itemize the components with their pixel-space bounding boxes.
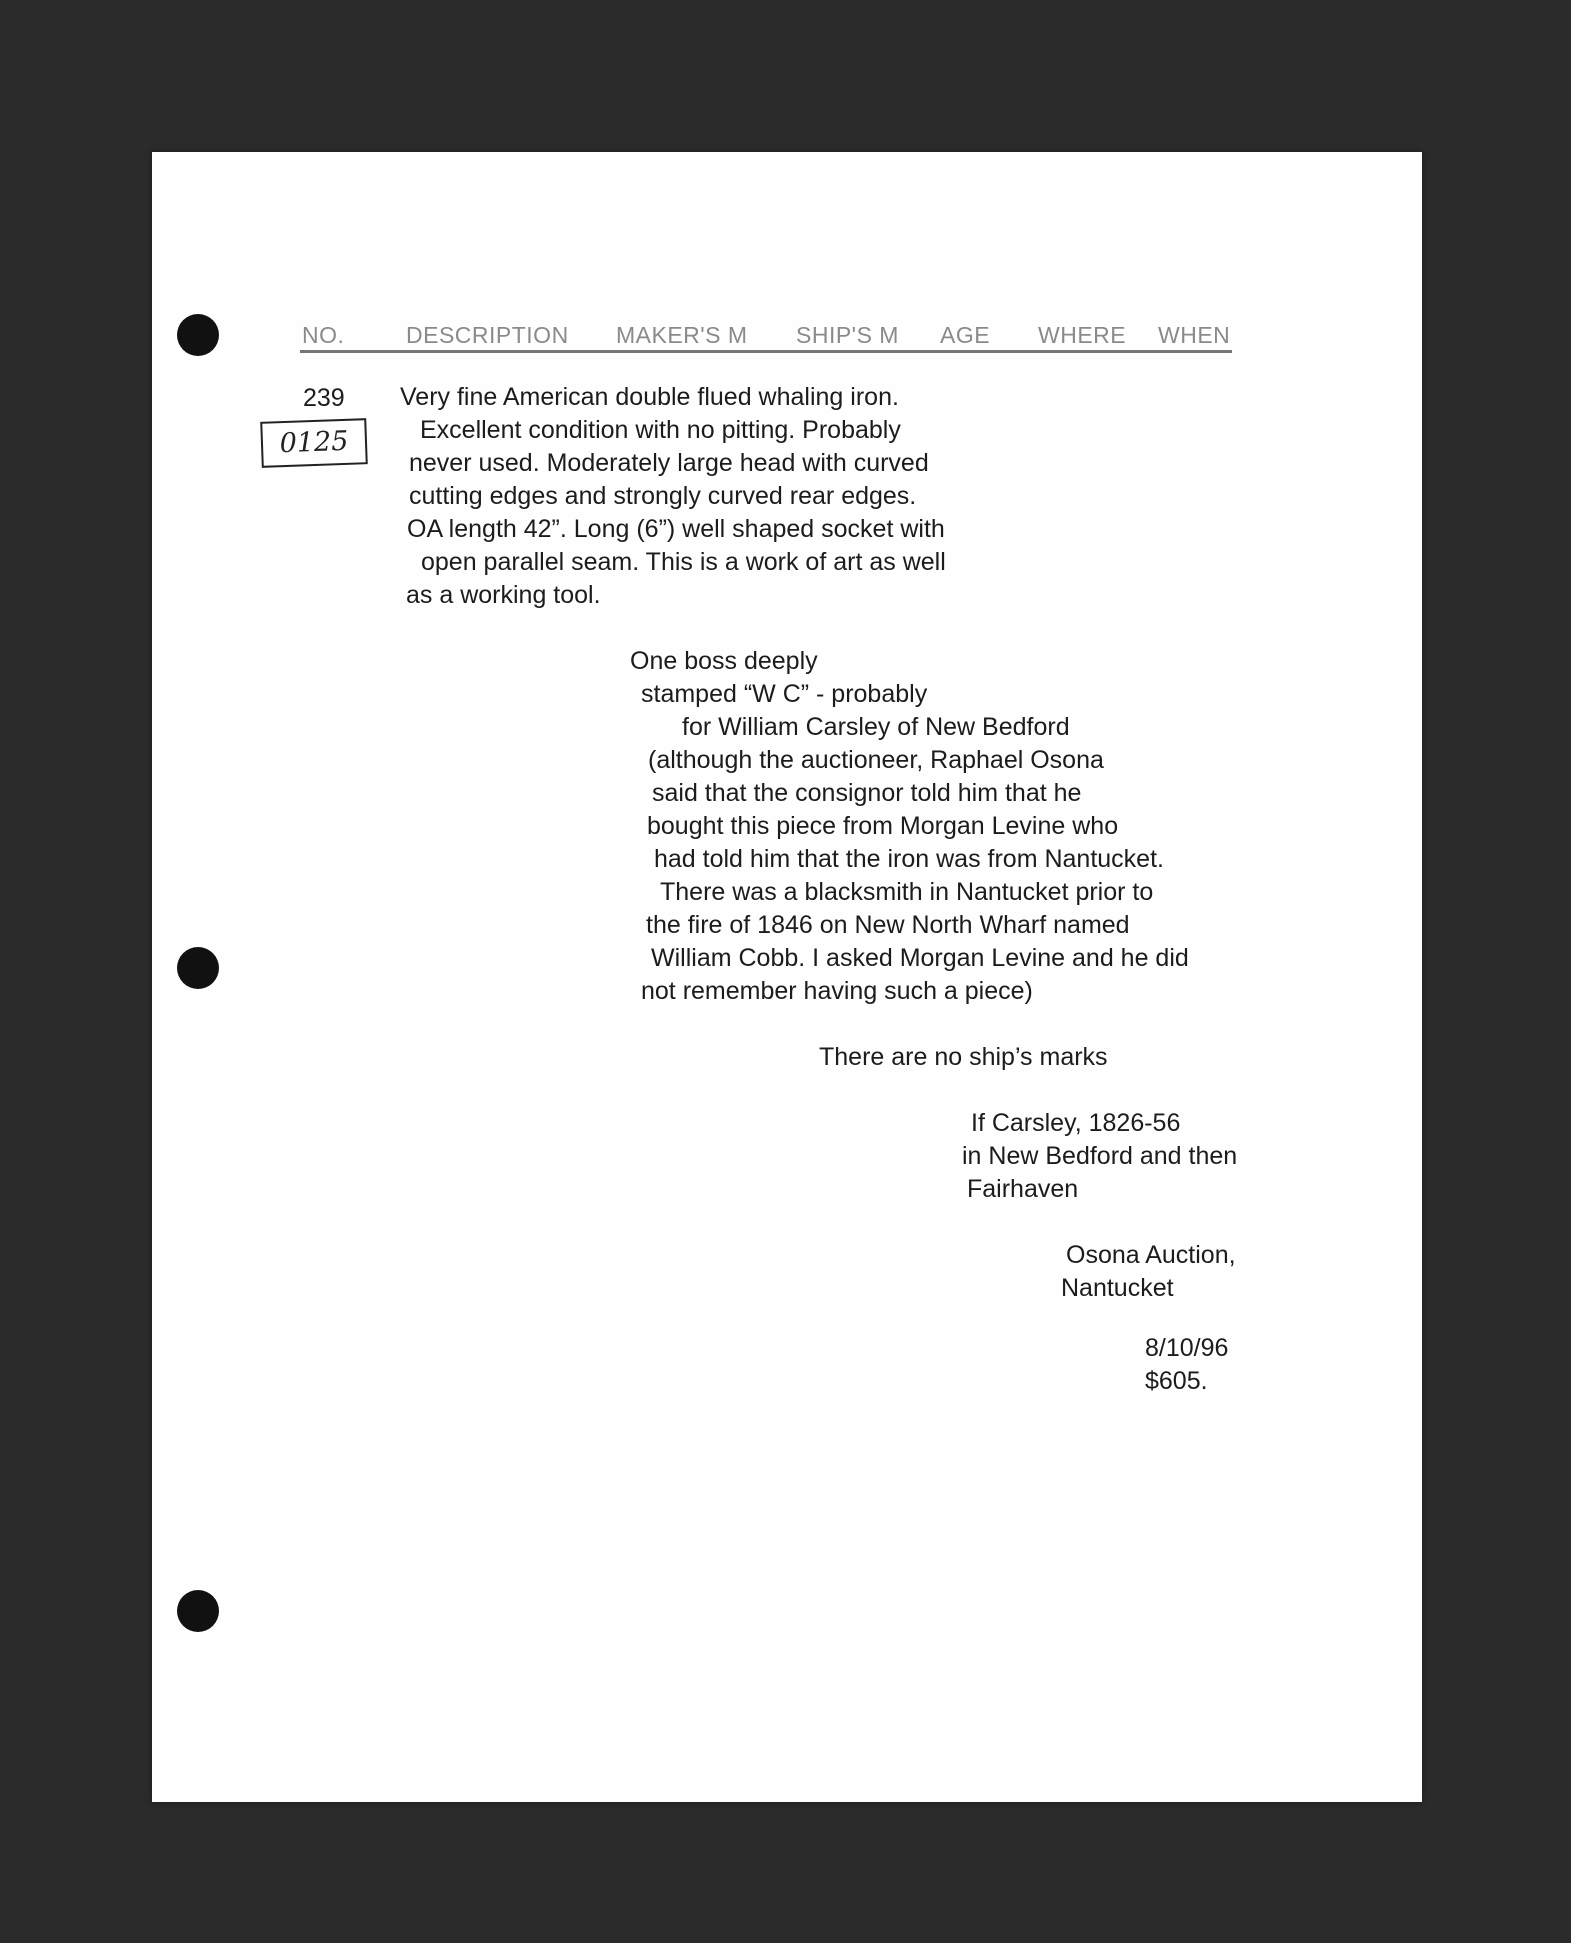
binder-hole-top	[177, 314, 219, 356]
header-when: WHEN	[1158, 322, 1231, 348]
makers-mark-line: bought this piece from Morgan Levine who	[647, 812, 1119, 840]
description-line: Excellent condition with no pitting. Probably	[420, 416, 901, 444]
header-ships-mark: SHIP'S M	[796, 322, 899, 348]
header-where: WHERE	[1038, 322, 1127, 348]
ships-mark-text: There are no ship’s marks	[819, 1043, 1108, 1071]
header-no: NO.	[302, 322, 345, 348]
header-age: AGE	[940, 322, 991, 348]
description-line: open parallel seam. This is a work of art as well	[421, 548, 946, 576]
entry-number: 239	[303, 384, 345, 412]
makers-mark-line: had told him that the iron was from Nantucket.	[654, 845, 1164, 873]
description-line: Very fine American double flued whaling iron.	[400, 383, 899, 411]
binder-hole-middle	[177, 947, 219, 989]
when-price: $605.	[1145, 1367, 1208, 1395]
makers-mark-line: for William Carsley of New Bedford	[682, 713, 1070, 741]
header-makers-mark: MAKER'S M	[616, 322, 748, 348]
description-line: cutting edges and strongly curved rear edges.	[409, 482, 917, 510]
makers-mark-line: (although the auctioneer, Raphael Osona	[648, 746, 1104, 774]
age-line: in New Bedford and then	[962, 1142, 1238, 1170]
document-page	[152, 152, 1422, 1802]
when-date: 8/10/96	[1145, 1334, 1229, 1362]
makers-mark-line: William Cobb. I asked Morgan Levine and he did	[651, 944, 1189, 972]
column-header-row	[300, 318, 1232, 353]
description-line: OA length 42”. Long (6”) well shaped socket with	[407, 515, 945, 543]
description-line: never used. Moderately large head with curved	[409, 449, 929, 477]
handwritten-catalog-id: 0125	[260, 418, 368, 468]
age-line: Fairhaven	[967, 1175, 1079, 1203]
description-line: as a working tool.	[406, 581, 601, 609]
header-description: DESCRIPTION	[406, 322, 569, 348]
binder-hole-bottom	[177, 1590, 219, 1632]
where-line: Osona Auction,	[1066, 1241, 1236, 1269]
age-line: If Carsley, 1826-56	[971, 1109, 1181, 1137]
where-line: Nantucket	[1061, 1274, 1174, 1302]
makers-mark-line: One boss deeply	[630, 647, 818, 675]
makers-mark-line: the fire of 1846 on New North Wharf named	[646, 911, 1130, 939]
makers-mark-line: said that the consignor told him that he	[652, 779, 1082, 807]
makers-mark-line: stamped “W C” - probably	[641, 680, 928, 708]
makers-mark-line: There was a blacksmith in Nantucket prior to	[660, 878, 1154, 906]
makers-mark-line: not remember having such a piece)	[641, 977, 1033, 1005]
